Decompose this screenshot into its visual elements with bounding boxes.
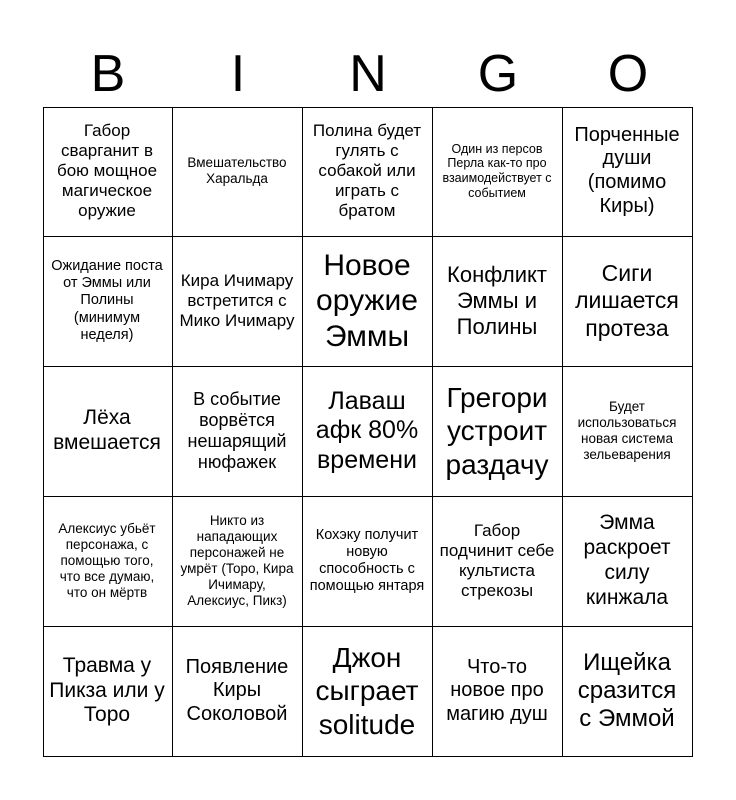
bingo-cell[interactable] xyxy=(433,367,563,497)
bingo-cell[interactable] xyxy=(43,237,173,367)
bingo-cell[interactable] xyxy=(43,627,173,757)
bingo-cell-text: Ожидание поста от Эммы или Полины (минимум неделя) xyxy=(51,258,163,343)
bingo-cell-text: Что-то новое про магию душ xyxy=(446,655,548,725)
bingo-cell-text: Ищейка сразится с Эммой xyxy=(577,648,677,733)
bingo-cell-text: Будет использоваться новая система зельеварения xyxy=(577,399,677,462)
bingo-cell[interactable] xyxy=(563,627,693,757)
bingo-cell-text: Лаваш афк 80% времени xyxy=(315,386,419,474)
bingo-cell[interactable] xyxy=(563,107,693,237)
bingo-cell-text: Сиги лишается протеза xyxy=(575,260,679,341)
bingo-cell-text: Появление Киры Соколовой xyxy=(185,655,289,725)
header-letter-n: N xyxy=(349,45,387,103)
bingo-cell[interactable] xyxy=(563,367,693,497)
bingo-cell[interactable] xyxy=(303,107,433,237)
bingo-cell-text: Габор сварганит в бою мощное магическое оружие xyxy=(56,120,158,221)
bingo-cell-text: Травма у Пикза или у Торо xyxy=(49,653,165,727)
bingo-cell-text: Эмма раскроет силу кинжала xyxy=(583,511,671,609)
bingo-cell-text: Алексиус убьёт персонажа, с помощью того, что все думаю, что он мёртв xyxy=(58,521,156,600)
bingo-cell-text: Новое оружие Эммы xyxy=(316,248,418,353)
bingo-cell[interactable] xyxy=(433,497,563,627)
bingo-cell[interactable] xyxy=(303,627,433,757)
bingo-cell[interactable] xyxy=(563,497,693,627)
header-letter-g: G xyxy=(477,45,519,103)
bingo-cell-text: В событие ворвётся нешарящий нюфажек xyxy=(187,388,287,473)
bingo-cell-text: Грегори устроит раздачу xyxy=(445,382,549,480)
bingo-cell[interactable] xyxy=(433,107,563,237)
header-letter-i: I xyxy=(230,45,246,103)
bingo-cell-text: Вмешательство Харальда xyxy=(187,155,287,186)
bingo-cell[interactable] xyxy=(43,367,173,497)
bingo-cell-text: Один из персов Перла как-то про взаимодействует с событием xyxy=(442,141,552,200)
bingo-grid xyxy=(43,107,693,757)
bingo-cell[interactable] xyxy=(43,107,173,237)
bingo-cell[interactable] xyxy=(433,627,563,757)
bingo-cell[interactable] xyxy=(303,367,433,497)
bingo-cell[interactable] xyxy=(303,237,433,367)
bingo-cell[interactable] xyxy=(173,237,303,367)
bingo-header xyxy=(43,40,693,108)
bingo-cell[interactable] xyxy=(173,497,303,627)
bingo-cell-text: Кохэку получит новую способность с помощью янтаря xyxy=(309,526,425,595)
header-letter-b: B xyxy=(90,45,126,103)
bingo-cell-text: Кира Ичимару встретится с Мико Ичимару xyxy=(179,270,295,331)
bingo-cell-text: Полина будет гулять с собакой или играть с братом xyxy=(312,120,422,221)
bingo-cell[interactable] xyxy=(173,107,303,237)
bingo-cell-text: Порченные души (помимо Киры) xyxy=(574,123,680,217)
bingo-cell[interactable] xyxy=(433,237,563,367)
bingo-cell[interactable] xyxy=(303,497,433,627)
bingo-cell-text: Габор подчинит себе культиста стрекозы xyxy=(439,520,555,601)
bingo-cell[interactable] xyxy=(173,367,303,497)
bingo-cell-text: Конфликт Эммы и Полины xyxy=(447,262,547,339)
bingo-cell[interactable] xyxy=(173,627,303,757)
bingo-cell[interactable] xyxy=(43,497,173,627)
bingo-cell-text: Никто из нападающих персонажей не умрёт (Торо, Кира Ичимару, Алексиус, Пикз) xyxy=(180,513,294,608)
bingo-cell[interactable] xyxy=(563,237,693,367)
bingo-cell-text: Лёха вмешается xyxy=(53,406,161,454)
header-letter-o: O xyxy=(607,45,649,103)
bingo-cell-text: Джон сыграет solitude xyxy=(315,642,419,740)
